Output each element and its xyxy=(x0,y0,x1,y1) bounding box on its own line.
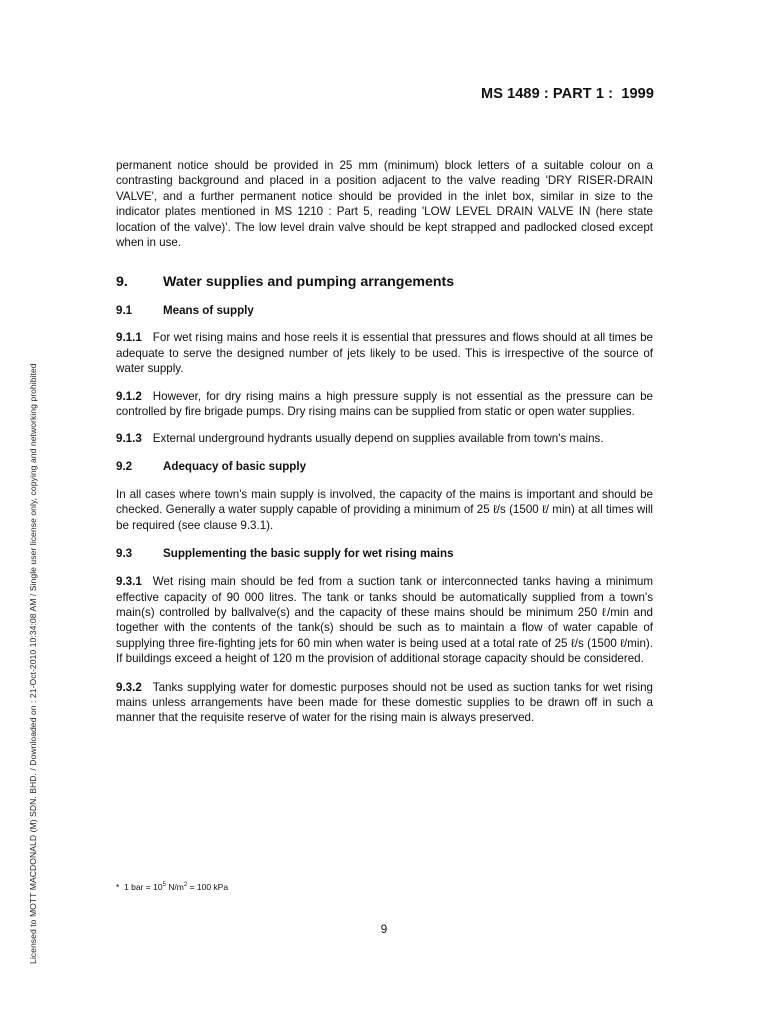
subsection-number: 9.1 xyxy=(116,304,133,318)
subsection-9-1-heading xyxy=(116,303,653,318)
clause-text: Tanks supplying water for domestic purposes should not be used as suction tanks for wet rising mains unless arrangements have been made for these domestic supplies to be drawn off in such a manner that the requisite reserve of water for the rising main is always preserved. xyxy=(116,680,653,725)
clause-number: 9.3.2 xyxy=(116,680,142,694)
clause-text: External underground hydrants usually depend on supplies available from town's mains. xyxy=(152,432,604,446)
body-content xyxy=(116,158,653,726)
subsection-number: 9.2 xyxy=(116,459,133,473)
clause-text: However, for dry rising mains a high pressure supply is not essential as the pressure can be controlled by fire brigade pumps. Dry rising mains can be supplied from static or open water supplies. xyxy=(116,389,653,419)
clause-9-1-3 xyxy=(116,431,653,446)
subsection-9-2-text: In all cases where town's main supply is involved, the capacity of the mains is important and should be checked. Generally a water supply capable of providing a minimum of 25 ℓ/s (1500 ℓ/ min) at all times will be required (see clause 9.3.1). xyxy=(116,487,653,532)
footnote-text-pre: 1 bar = 10 xyxy=(124,882,163,892)
subsection-9-3-heading xyxy=(116,546,653,561)
subsection-title: Adequacy of basic supply xyxy=(163,459,307,473)
footnote-exponent-1: 5 xyxy=(162,882,166,888)
clause-number: 9.1.3 xyxy=(116,432,142,446)
subsection-9-2-heading xyxy=(116,459,653,474)
standard-reference-header: MS 1489 : PART 1 : 1999 xyxy=(481,86,654,102)
clause-9-1-1 xyxy=(116,330,653,376)
clause-number: 9.1.2 xyxy=(116,389,142,403)
subsection-number: 9.3 xyxy=(116,547,133,561)
footnote xyxy=(116,882,228,892)
page-number xyxy=(0,923,768,936)
clause-9-1-2 xyxy=(116,389,653,420)
page-number-value: 9 xyxy=(380,923,388,936)
footnote-text-post: = 100 kPa xyxy=(187,882,229,892)
intro-paragraph: permanent notice should be provided in 25 mm (minimum) block letters of a suitable colour on a contrasting background and placed in a position adjacent to the valve reading 'DRY RISER-DRAIN VALVE', and a further permanent notice should be provided in the inlet box, similar in size to the indicator plates mentioned in MS 1210 : Part 5, reading 'LOW LEVEL DRAIN VALVE IN (here state location of the valve)'. The low level drain valve should be kept strapped and padlocked closed except when in use. xyxy=(116,159,653,250)
clause-9-3-1 xyxy=(116,574,653,666)
footnote-marker: * xyxy=(116,882,120,892)
subsection-title: Supplementing the basic supply for wet rising mains xyxy=(163,547,454,561)
footnote-text-mid: N/m xyxy=(165,882,184,892)
clause-text: For wet rising mains and hose reels it is essential that pressures and flows should at all times be adequate to serve the designed number of jets likely to be used. This is irrespective of the source of water supply. xyxy=(116,331,653,376)
footnote-exponent-2: 2 xyxy=(183,882,188,888)
clause-number: 9.3.1 xyxy=(116,575,142,589)
clause-number: 9.1.1 xyxy=(116,331,142,345)
license-watermark: Licensed to MOTT MACDONALD (M) SDN. BHD. / Downloaded on : 21-Oct-2010 10:34:08 AM / Single user license only, copying and networking prohibited xyxy=(28,363,38,964)
clause-text: Wet rising main should be fed from a suction tank or interconnected tanks having a minimum effective capacity of 90 000 litres. The tank or tanks should be automatically supplied from a town's main(s) controlled by ballvalve(s) and the capacity of these mains should be minimum 250 ℓ/min and together with the contents of the tank(s) should be such as to maintain a flow of water capable of supplying three fire-fighting jets for 60 min when water is being used at a total rate of 25 ℓ/s (1500 ℓ/min). If buildings exceed a height of 120 m the provision of additional storage capacity should be considered. xyxy=(116,575,653,666)
section-number: 9. xyxy=(116,274,128,291)
clause-9-3-2 xyxy=(116,680,653,726)
section-9-heading xyxy=(116,273,653,291)
subsection-title: Means of supply xyxy=(163,304,254,318)
section-title: Water supplies and pumping arrangements xyxy=(163,274,455,291)
